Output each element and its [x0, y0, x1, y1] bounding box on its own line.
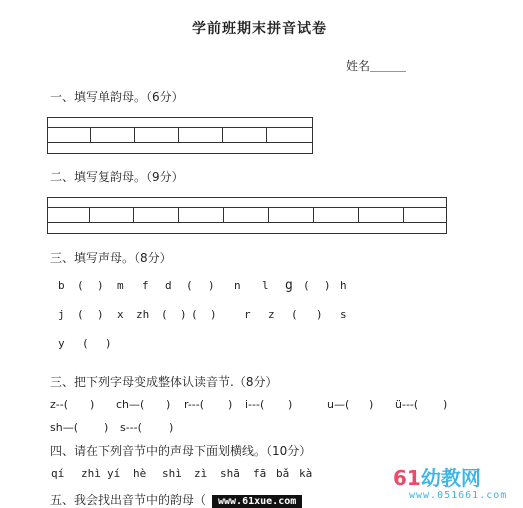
blank-open-paren: ( [161, 308, 168, 321]
blank-close-paren: ) [208, 279, 215, 292]
syllable-prompt: r---( [184, 398, 205, 411]
syllable: zì [194, 467, 208, 480]
logo-number: 61 [393, 466, 421, 490]
url-badge-watermark: www.61xue.com [212, 495, 302, 508]
blank-close-paren: ) [104, 421, 109, 434]
blank-close-paren: ) [324, 279, 331, 292]
initial-letter: r [244, 308, 251, 321]
section-6-heading: 五、我会找出音节中的韵母（ [50, 493, 207, 507]
initial-letter: h [340, 279, 347, 292]
blank-close-paren: ) [180, 308, 187, 321]
blank-open-paren: ( [291, 308, 298, 321]
syllable-prompt: ü---( [395, 398, 419, 411]
answer-cell[interactable] [48, 207, 90, 223]
whole-syllable-row [0, 421, 523, 435]
blank-close-paren: ) [105, 337, 112, 350]
syllable: shā [220, 467, 240, 480]
blank-close-paren: ) [97, 279, 104, 292]
single-finals-grid [47, 117, 313, 154]
initial-letter: y [58, 337, 65, 350]
initials-row [0, 308, 523, 322]
syllable: shì [162, 467, 182, 480]
initial-letter: b [58, 279, 65, 292]
answer-cell[interactable] [178, 127, 223, 143]
answer-cell[interactable] [268, 207, 314, 223]
syllable: hè [133, 467, 147, 480]
syllable-prompt: i---( [245, 398, 265, 411]
logo-text: 幼教网 [420, 466, 481, 490]
blank-open-paren: ( [186, 279, 193, 292]
answer-cell[interactable] [223, 207, 269, 223]
blank-close-paren: ) [316, 308, 323, 321]
section-5-heading: 四、请在下列音节中的声母下面划横线。（10分） [50, 444, 312, 458]
initial-letter: zh [136, 308, 150, 321]
syllable: bǎ [276, 467, 290, 480]
answer-cell[interactable] [90, 127, 135, 143]
initial-letter: m [117, 279, 124, 292]
answer-cell[interactable] [89, 207, 134, 223]
name-field-label: 姓名＿＿＿ [346, 59, 407, 73]
initial-letter: s [340, 308, 347, 321]
blank-close-paren: ) [90, 398, 95, 411]
syllable: qí [51, 467, 65, 480]
answer-cell[interactable] [222, 127, 267, 143]
initials-row [0, 279, 523, 293]
page-title: 学前班期末拼音试卷 [192, 21, 327, 37]
whole-syllable-row [0, 398, 523, 412]
site-logo-watermark [393, 462, 481, 491]
syllable-prompt: s---( [120, 421, 142, 434]
blank-open-paren: ( [82, 337, 89, 350]
syllable: yí [107, 467, 121, 480]
answer-cell[interactable] [133, 207, 179, 223]
section-4-heading: 三、把下列字母变成整体认读音节.（8分） [50, 375, 278, 389]
blank-close-paren: ) [210, 308, 217, 321]
blank-close-paren: ) [169, 421, 174, 434]
blank-close-paren: ) [97, 308, 104, 321]
syllable: zhì [81, 467, 101, 480]
site-url-watermark: www.051661.com [409, 490, 508, 501]
compound-finals-grid [47, 197, 447, 234]
section-3-heading: 三、填写声母。（8分） [50, 251, 172, 265]
answer-cell[interactable] [178, 207, 224, 223]
blank-open-paren: ( [303, 279, 310, 292]
syllable-prompt: u—( [327, 398, 350, 411]
blank-open-paren: ( [77, 279, 84, 292]
initial-letter: d [165, 279, 172, 292]
blank-close-paren: ) [288, 398, 293, 411]
syllable-prompt: ch—( [116, 398, 145, 411]
section-1-heading: 一、填写单韵母。（6分） [50, 90, 184, 104]
initials-row [0, 337, 523, 351]
answer-cell[interactable] [48, 127, 91, 143]
initial-letter: g [285, 278, 293, 293]
section-2-heading: 二、填写复韵母。（9分） [50, 170, 184, 184]
initial-letter: j [58, 308, 65, 321]
blank-close-paren: ) [166, 398, 171, 411]
blank-close-paren: ) [228, 398, 233, 411]
blank-open-paren: ( [191, 308, 198, 321]
initial-letter: n [234, 279, 241, 292]
answer-cell[interactable] [134, 127, 179, 143]
syllable: kà [299, 467, 313, 480]
initial-letter: l [262, 279, 269, 292]
syllable: fā [253, 467, 267, 480]
syllable-prompt: sh—( [50, 421, 78, 434]
blank-open-paren: ( [77, 308, 84, 321]
answer-cell[interactable] [313, 207, 359, 223]
blank-close-paren: ) [369, 398, 374, 411]
initial-letter: f [142, 279, 149, 292]
answer-cell[interactable] [358, 207, 404, 223]
initial-letter: z [268, 308, 275, 321]
initial-letter: x [117, 308, 124, 321]
syllable-prompt: z--( [50, 398, 69, 411]
blank-close-paren: ) [443, 398, 448, 411]
